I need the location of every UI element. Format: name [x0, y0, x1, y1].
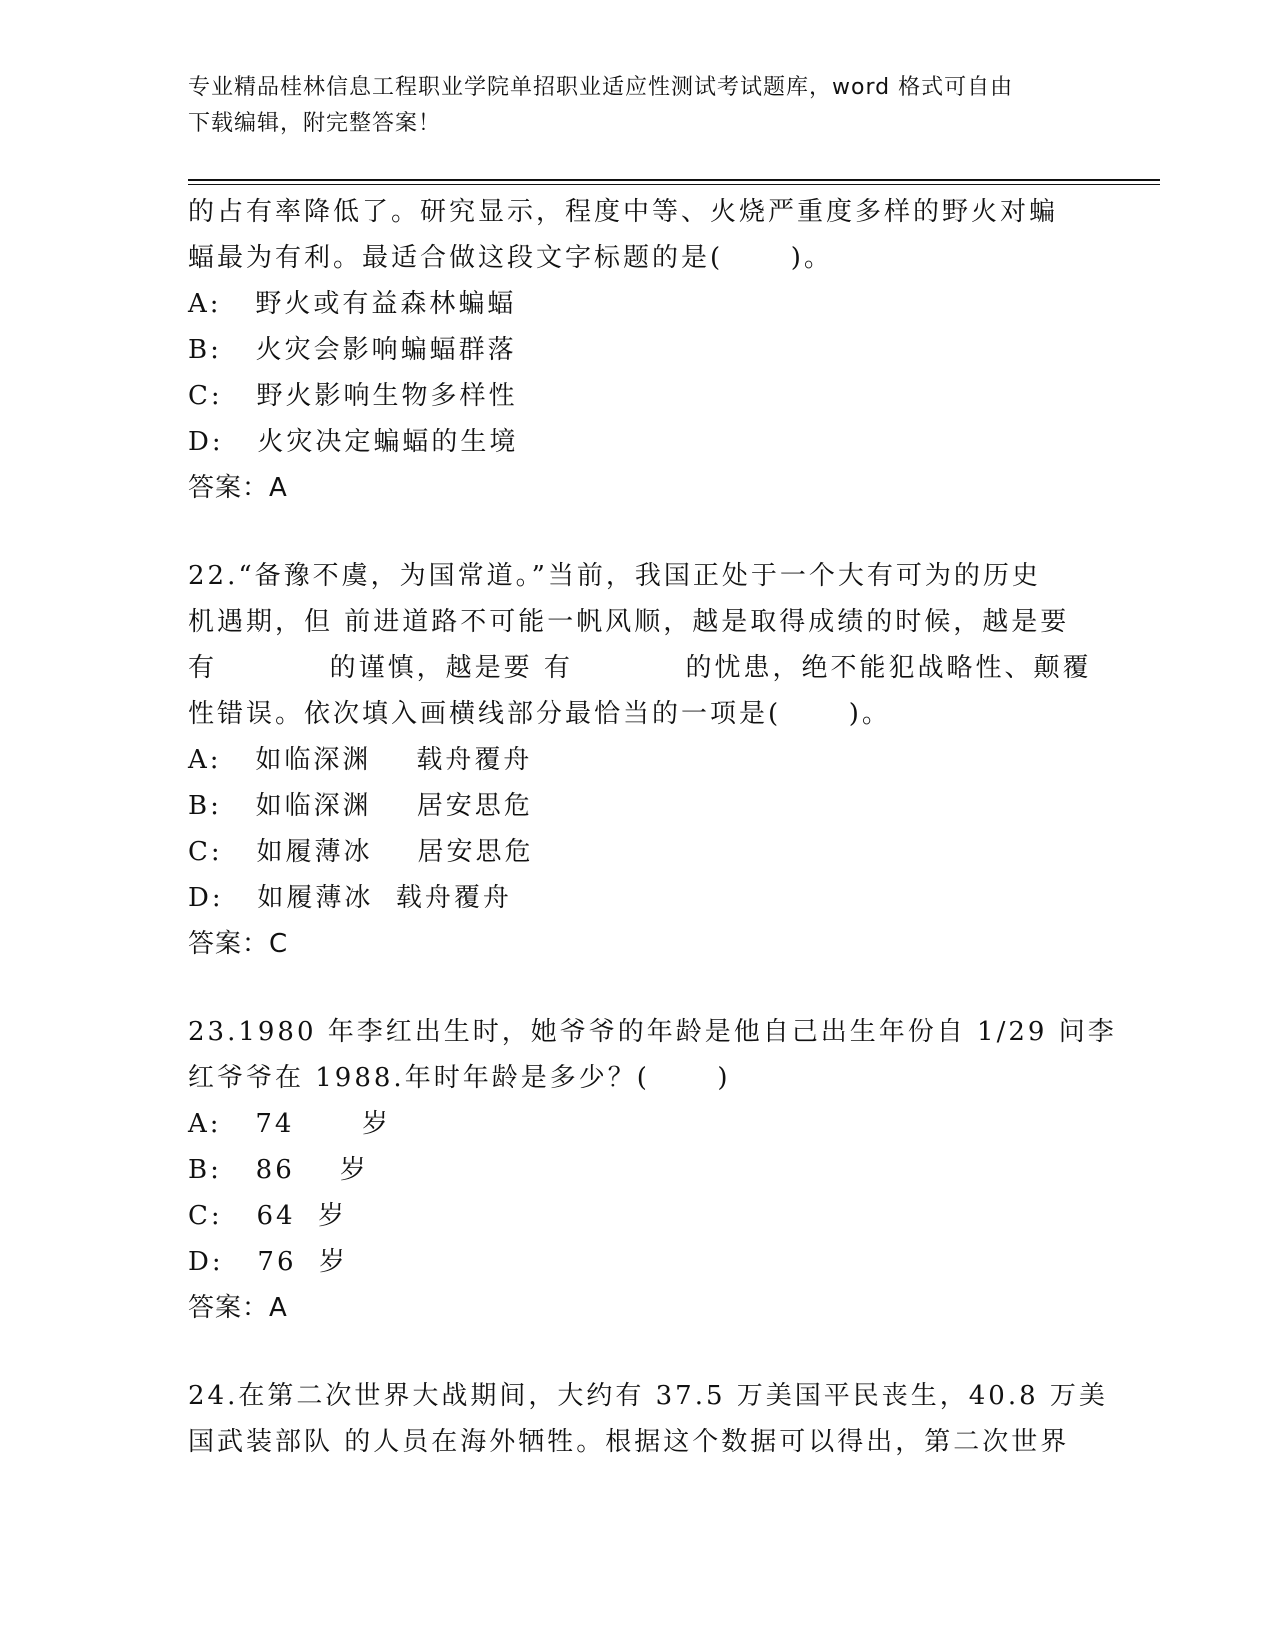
header-divider-thick [188, 179, 1160, 181]
question-text-line: 24.在第二次世界大战期间，大约有 37.5 万美国平民丧生，40.8 万美 [188, 1381, 1108, 1411]
question-text-line: 的占有率降低了。研究显示，程度中等、火烧严重度多样的野火对蝙 [188, 197, 1059, 227]
header-line-1: 专业精品桂林信息工程职业学院单招职业适应性测试考试题库，word 格式可自由 [188, 75, 1014, 100]
question-24 [188, 1373, 1108, 1465]
question-text-line: 性错误。依次填入画横线部分最恰当的一项是( )。 [188, 699, 891, 729]
answer-line: 答案：C [188, 929, 289, 959]
option-d: D: 火灾决定蝙蝠的生境 [188, 427, 519, 457]
question-21 [188, 189, 1088, 511]
option-c: C: 如履薄冰 居安思危 [188, 837, 534, 867]
question-text-line: 有 的谨慎，越是要 有 的忧患，绝不能犯战略性、颠覆 [188, 653, 1092, 683]
option-b: B: 火灾会影响蝙蝠群落 [188, 335, 517, 365]
answer-line: 答案：A [188, 473, 288, 503]
question-text-line: 国武装部队 的人员在海外牺牲。根据这个数据可以得出，第二次世界 [188, 1427, 1070, 1457]
question-text-line: 22.“备豫不虞，为国常道。”当前，我国正处于一个大有可为的历史 [188, 561, 1041, 591]
question-22 [188, 553, 1092, 967]
question-text-line: 蝠最为有利。最适合做这段文字标题的是( )。 [188, 243, 833, 273]
option-d: D: 如履薄冰 载舟覆舟 [188, 883, 512, 913]
option-c: C: 野火影响生物多样性 [188, 381, 518, 411]
option-b: B: 86 岁 [188, 1155, 369, 1185]
document-body [188, 189, 1117, 1465]
spacer [188, 1331, 1088, 1373]
spacer [188, 511, 1088, 553]
question-text-line: 机遇期，但 前进道路不可能一帆风顺，越是取得成绩的时候，越是要 [188, 607, 1070, 637]
option-d: D: 76 岁 [188, 1247, 349, 1277]
question-23 [188, 1009, 1117, 1331]
option-a: A: 74 岁 [188, 1109, 392, 1139]
option-b: B: 如临深渊 居安思危 [188, 791, 533, 821]
spacer [188, 967, 1088, 1009]
header-line-2: 下载编辑，附完整答案！ [188, 111, 442, 136]
answer-line: 答案：A [188, 1293, 288, 1323]
question-text-line: 23.1980 年李红出生时，她爷爷的年龄是他自己出生年份自 1/29 问李 [188, 1017, 1117, 1047]
option-c: C: 64 岁 [188, 1201, 348, 1231]
header-divider-thin [188, 184, 1160, 185]
option-a: A: 野火或有益森林蝙蝠 [188, 289, 517, 319]
question-text-line: 红爷爷在 1988.年时年龄是多少？( ) [188, 1063, 731, 1093]
option-a: A: 如临深渊 载舟覆舟 [188, 745, 533, 775]
page-header [188, 70, 1088, 142]
